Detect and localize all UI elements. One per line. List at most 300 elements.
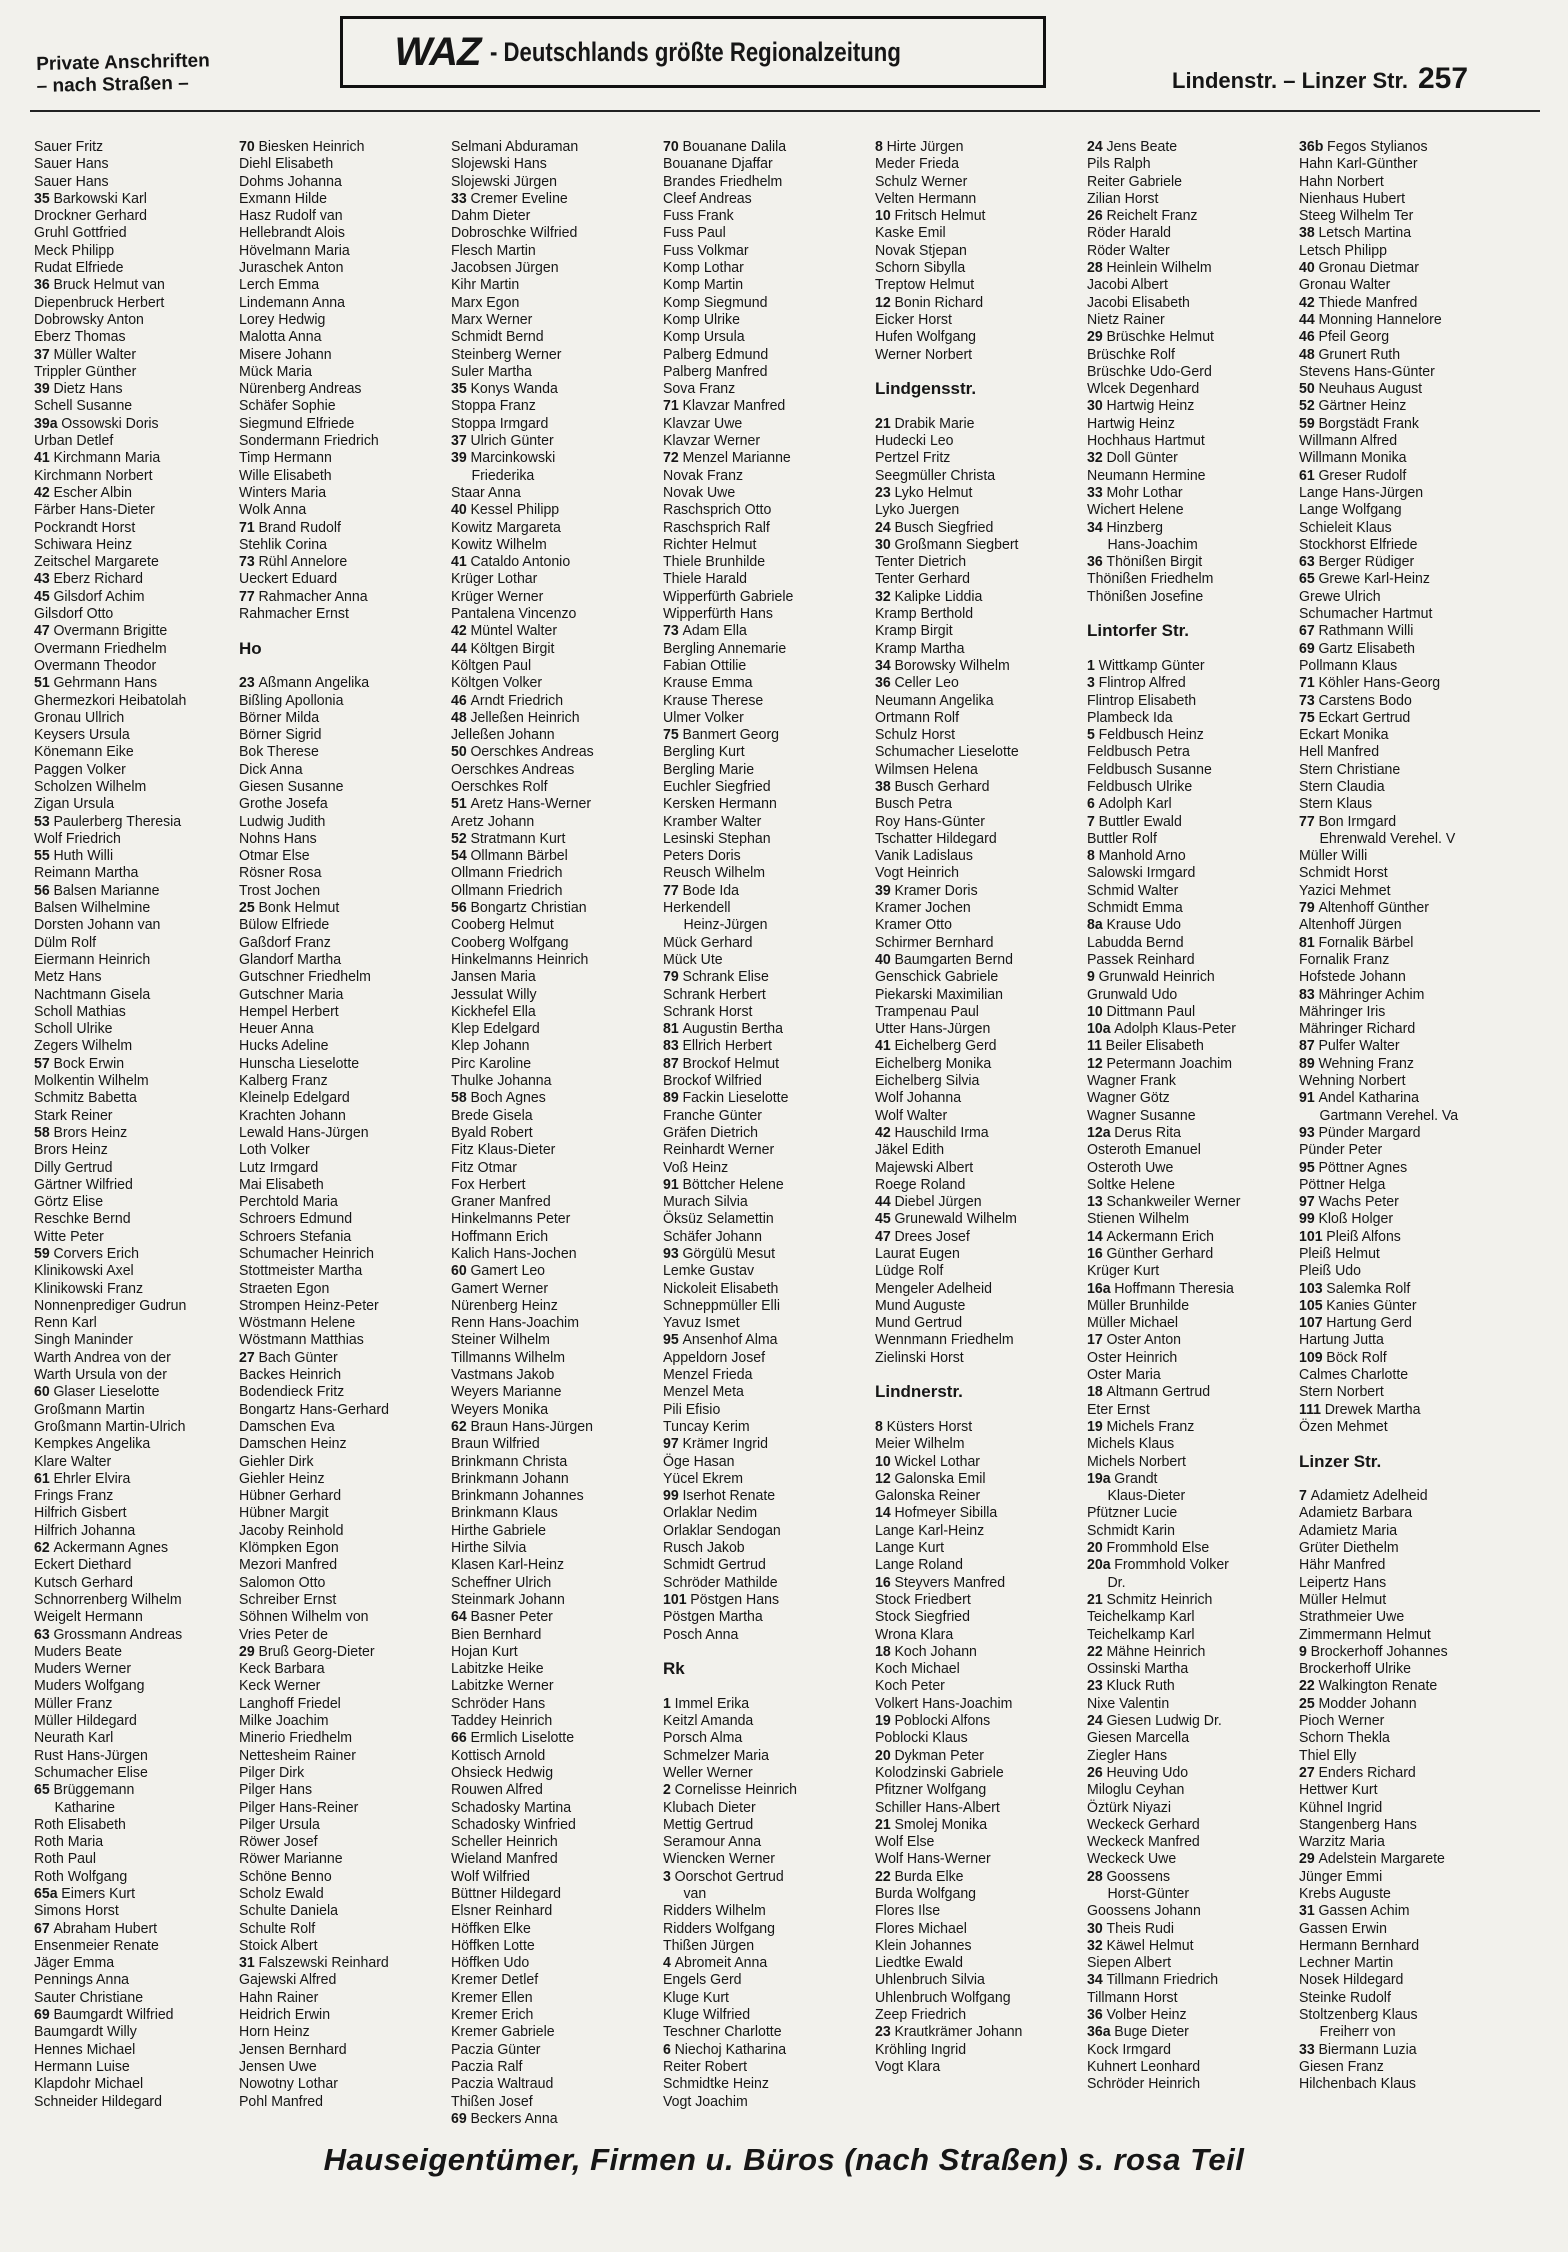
resident-name: Drabik Marie [894, 414, 975, 432]
street-heading: Lindgensstr. [875, 379, 977, 399]
resident-entry: Bok Therese [239, 743, 319, 761]
resident-entry: Poblocki Klaus [875, 1729, 968, 1747]
resident-entry [1299, 294, 1496, 311]
resident-entry [451, 1089, 648, 1106]
house-number: 10 [875, 1452, 891, 1470]
house-number: 47 [875, 1227, 891, 1245]
resident-entry [1299, 1314, 1496, 1331]
resident-entry: Novak Uwe [663, 483, 736, 501]
resident-entry: Kramp Martha [875, 639, 965, 657]
resident-entry: Burda Wolfgang [875, 1884, 977, 1902]
resident-entry: Tenter Dietrich [875, 553, 967, 571]
resident-name: Schankweiler Werner [1106, 1193, 1241, 1211]
resident-name: Mähringer Achim [1318, 985, 1425, 1003]
resident-entry: Byald Robert [451, 1123, 533, 1141]
resident-entry: Höffken Udo [451, 1954, 530, 1972]
resident-entry: Gruhl Gottfried [34, 224, 127, 242]
resident-entry: Labitzke Heike [451, 1660, 544, 1678]
street-range-label: Lindenstr. – Linzer Str. [1172, 68, 1408, 93]
resident-entry [1299, 328, 1496, 345]
resident-entry [1087, 1280, 1284, 1297]
house-number: 18 [875, 1642, 891, 1660]
resident-entry: Jensen Bernhard [239, 2040, 347, 2058]
house-number: 39 [875, 881, 891, 899]
house-number: 71 [239, 518, 255, 536]
resident-entry [451, 501, 648, 518]
resident-entry: Sondermann Friedrich [239, 432, 379, 450]
house-number: 19 [875, 1712, 891, 1730]
resident-entry: Malotta Anna [239, 328, 322, 346]
resident-entry: Salomon Otto [239, 1573, 326, 1591]
resident-name: Drees Josef [894, 1227, 970, 1245]
resident-entry: Stern Klaus [1299, 795, 1373, 813]
house-number: 65 [34, 1781, 50, 1799]
resident-name: Hinzberg [1106, 518, 1163, 536]
resident-entry [663, 968, 860, 985]
resident-entry: Soltke Helene [1087, 1175, 1175, 1193]
resident-entry [34, 1124, 225, 1141]
resident-name: Krämer Ingrid [682, 1435, 769, 1453]
resident-name: Ulrich Günter [470, 432, 554, 450]
resident-entry: Brüschke Udo-Gerd [1087, 362, 1212, 380]
resident-entry: Schadosky Martina [451, 1798, 572, 1816]
resident-name: Altenhoff Günther [1318, 899, 1429, 917]
resident-name: Barkowski Karl [53, 189, 147, 207]
resident-entry: Weckeck Manfred [1087, 1833, 1200, 1851]
resident-entry [875, 1643, 1072, 1660]
resident-entry: Willmann Monika [1299, 449, 1407, 467]
house-number: 69 [1299, 639, 1315, 657]
resident-name: Poblocki Alfons [894, 1712, 991, 1730]
resident-entry [1299, 224, 1496, 241]
resident-entry: Öksüz Selamettin [663, 1210, 774, 1228]
resident-entry: Staar Anna [451, 483, 521, 501]
resident-entry: Warth Ursula von der [34, 1366, 167, 1384]
house-number: 10 [1087, 1002, 1103, 1020]
resident-entry [1299, 311, 1496, 328]
resident-entry [1087, 1643, 1284, 1660]
resident-entry: Kluge Kurt [663, 1988, 729, 2006]
house-number: 30 [1087, 1919, 1103, 1937]
resident-name: Fritsch Helmut [894, 207, 986, 225]
resident-name: Fornalik Bärbel [1318, 933, 1414, 951]
resident-entry: Krebs Auguste [1299, 1884, 1391, 1902]
resident-entry: Muders Beate [34, 1642, 122, 1660]
resident-entry: Dick Anna [239, 760, 303, 778]
street-heading: Linzer Str. [1299, 1451, 1382, 1471]
resident-entry [875, 1868, 1072, 1885]
resident-entry [34, 380, 225, 397]
house-number: 69 [451, 2109, 467, 2127]
resident-entry: Galonska Reiner [875, 1487, 981, 1505]
resident-entry: Gutschner Maria [239, 985, 344, 1003]
resident-name: Ansenhof Alma [682, 1331, 778, 1349]
resident-name: Theis Rudi [1106, 1919, 1174, 1937]
resident-name: Steyvers Manfred [894, 1573, 1006, 1591]
resident-entry [34, 1781, 225, 1798]
resident-entry: Menzel Frieda [663, 1366, 753, 1384]
directory-column [239, 138, 451, 2138]
resident-entry: Franche Günter [663, 1106, 762, 1124]
resident-entry: Scholz Ewald [239, 1884, 324, 1902]
resident-entry: Mai Elisabeth [239, 1175, 324, 1193]
house-number: 22 [875, 1867, 891, 1885]
resident-entry: Nettesheim Rainer [239, 1746, 356, 1764]
resident-entry: Brinkmann Johann [451, 1469, 569, 1487]
resident-entry [1087, 657, 1284, 674]
resident-entry: Weyers Monika [451, 1400, 549, 1418]
house-number: 42 [875, 1123, 891, 1141]
resident-name: Biesken Heinrich [258, 138, 365, 155]
resident-entry: Thönißen Friedhelm [1087, 570, 1214, 588]
resident-entry: Schmidt Bernd [451, 328, 544, 346]
resident-name: Eimers Kurt [61, 1884, 136, 1902]
resident-entry: Vogt Klara [875, 2057, 941, 2075]
resident-entry [663, 1020, 860, 1037]
resident-entry: Strathmeier Uwe [1299, 1608, 1405, 1626]
resident-name: Müller Walter [53, 345, 137, 363]
resident-entry: Hudecki Leo [875, 432, 954, 450]
resident-entry: Wagner Götz [1087, 1089, 1170, 1107]
resident-entry: Goossens Johann [1087, 1902, 1201, 1920]
resident-entry [1087, 553, 1284, 570]
resident-entry: Eckert Diethard [34, 1556, 132, 1574]
resident-name: Borgstädt Frank [1318, 414, 1419, 432]
resident-entry: Pirc Karoline [451, 1054, 532, 1072]
resident-entry: Klubach Dieter [663, 1798, 756, 1816]
resident-entry: Gronau Walter [1299, 276, 1391, 294]
house-number: 7 [1299, 1487, 1307, 1505]
house-number: 97 [663, 1435, 679, 1453]
resident-entry: Özen Mehmet [1299, 1417, 1388, 1435]
resident-entry: Flores Michael [875, 1919, 967, 1937]
resident-entry: Kowitz Margareta [451, 518, 561, 536]
resident-entry: Ridders Wilhelm [663, 1902, 766, 1920]
resident-entry: Mähringer Richard [1299, 1020, 1416, 1038]
resident-entry [1087, 1470, 1284, 1487]
resident-entry: Lange Roland [875, 1556, 963, 1574]
resident-name: Baumgarten Bernd [894, 950, 1014, 968]
resident-entry [1087, 1124, 1284, 1141]
resident-entry: Feldbusch Susanne [1087, 760, 1212, 778]
resident-name: Kalipke Liddia [894, 587, 983, 605]
resident-entry [1299, 1349, 1496, 1366]
resident-entry: Klein Johannes [875, 1936, 972, 1954]
resident-name: Galonska Emil [894, 1469, 986, 1487]
resident-name: Bon Irmgard [1318, 812, 1397, 830]
house-number: 10a [1087, 1020, 1111, 1038]
house-number: 6 [663, 2040, 671, 2058]
masthead-slogan: - Deutschlands größte Regionalzeitung [490, 36, 902, 67]
resident-entry: Damschen Eva [239, 1417, 335, 1435]
resident-name: Gärtner Heinz [1318, 397, 1407, 415]
resident-entry: Glandorf Martha [239, 950, 342, 968]
resident-entry: Nachtmann Gisela [34, 985, 151, 1003]
blank-line [875, 363, 1087, 380]
resident-entry: Schadosky Winfried [451, 1815, 576, 1833]
house-number: 65 [1299, 570, 1315, 588]
resident-entry [1087, 1677, 1284, 1694]
resident-entry: Witte Peter [34, 1227, 104, 1245]
house-number: 19a [1087, 1469, 1111, 1487]
resident-name: Grandt [1114, 1469, 1158, 1487]
resident-name: Glaser Lieselotte [53, 1383, 160, 1401]
resident-entry: Grüter Diethelm [1299, 1539, 1399, 1557]
resident-entry [1087, 2023, 1284, 2040]
resident-name: Beiler Elisabeth [1105, 1037, 1204, 1055]
resident-entry: Roth Elisabeth [34, 1815, 126, 1833]
resident-entry [1299, 674, 1496, 691]
resident-entry: Kolodzinski Gabriele [875, 1763, 1004, 1781]
resident-entry: Hoffmann Erich [451, 1227, 549, 1245]
resident-entry: Bien Bernhard [451, 1625, 542, 1643]
resident-entry: Paggen Volker [34, 760, 126, 778]
resident-entry: Grothe Josefa [239, 795, 328, 813]
house-number: 59 [34, 1245, 50, 1262]
resident-name: Ackermann Erich [1106, 1227, 1214, 1245]
house-number: 75 [663, 726, 679, 744]
resident-entry [1299, 934, 1496, 951]
resident-entry [875, 1124, 1072, 1141]
resident-entry [1087, 328, 1284, 345]
resident-name: Ackermann Agnes [53, 1539, 169, 1557]
resident-name: Bode Ida [682, 881, 739, 899]
house-number: 48 [451, 708, 467, 726]
resident-entry [1087, 847, 1284, 864]
resident-entry: Hunscha Lieselotte [239, 1054, 360, 1072]
resident-entry [1299, 1902, 1496, 1919]
resident-entry [1299, 622, 1496, 639]
resident-entry: Schumacher Lieselotte [875, 743, 1019, 761]
resident-entry: Röder Harald [1087, 224, 1172, 242]
resident-entry: Hilfrich Johanna [34, 1521, 136, 1539]
resident-entry: Simons Horst [34, 1902, 119, 1920]
resident-name: Feldbusch Heinz [1098, 726, 1204, 744]
footer-note: Hauseigentümer, Firmen u. Büros (nach Straßen) s. rosa Teil [323, 2142, 1245, 2177]
resident-entry: Raschsprich Otto [663, 501, 772, 519]
resident-entry [1299, 138, 1496, 155]
house-number: 99 [1299, 1210, 1315, 1228]
resident-entry [875, 415, 1072, 432]
resident-entry: Lyko Juergen [875, 501, 960, 519]
house-number: 34 [875, 656, 891, 674]
resident-entry: Otmar Else [239, 847, 310, 865]
resident-entry [451, 899, 648, 916]
resident-entry: Keck Werner [239, 1677, 321, 1695]
resident-entry [1299, 397, 1496, 414]
resident-entry [451, 432, 648, 449]
street-range [1172, 62, 1468, 96]
directory-column [663, 138, 875, 2138]
house-number: 87 [1299, 1037, 1315, 1055]
resident-entry: Tillmann Horst [1087, 1988, 1178, 2006]
resident-name: Flintrop Alfred [1098, 674, 1186, 692]
resident-entry: Tuncay Kerim [663, 1417, 750, 1435]
resident-entry: Lewald Hans-Jürgen [239, 1123, 369, 1141]
resident-entry: Molkentin Wilhelm [34, 1072, 149, 1090]
resident-entry: Michels Norbert [1087, 1452, 1186, 1470]
resident-entry: Lange Hans-Jürgen [1299, 483, 1424, 501]
resident-entry: Eter Ernst [1087, 1400, 1150, 1418]
resident-entry [1087, 259, 1284, 276]
resident-entry: Ortmann Rolf [875, 708, 959, 726]
resident-entry: Lemke Gustav [663, 1262, 755, 1280]
resident-entry: Sauer Hans [34, 155, 109, 173]
house-number: 31 [1299, 1902, 1315, 1920]
house-number: 27 [1299, 1763, 1315, 1781]
resident-entry [875, 536, 1072, 553]
house-number: 56 [34, 881, 50, 899]
resident-entry: Kröhling Ingrid [875, 2040, 967, 2058]
resident-entry [34, 1055, 225, 1072]
resident-entry: Paczia Ralf [451, 2057, 523, 2075]
resident-name: Andel Katharina [1318, 1089, 1419, 1107]
resident-entry: Oerschkes Rolf [451, 777, 548, 795]
resident-entry [1299, 415, 1496, 432]
resident-entry: Wolf Wilfried [451, 1867, 531, 1885]
resident-entry: Gassen Erwin [1299, 1919, 1387, 1937]
resident-name: Walkington Renate [1318, 1677, 1438, 1695]
resident-entry: Brede Gisela [451, 1106, 533, 1124]
resident-entry: Posch Anna [663, 1625, 739, 1643]
resident-entry: Hilfrich Gisbert [34, 1504, 127, 1522]
house-number: 66 [451, 1729, 467, 1747]
resident-entry [875, 207, 1072, 224]
resident-entry [1299, 1677, 1496, 1694]
resident-entry: Schneppmüller Elli [663, 1296, 780, 1314]
resident-entry: Stangenberg Hans [1299, 1815, 1417, 1833]
resident-name: Gilsdorf Achim [53, 587, 145, 605]
house-number: 109 [1299, 1348, 1323, 1366]
resident-name: Stratmann Kurt [470, 829, 566, 847]
house-number: 12 [875, 1469, 891, 1487]
resident-entry [1087, 968, 1284, 985]
resident-name: Buttler Ewald [1098, 812, 1182, 830]
resident-entry: Rouwen Alfred [451, 1781, 543, 1799]
header-rule [30, 110, 1540, 112]
house-number: 64 [451, 1608, 467, 1626]
resident-entry: Dilly Gertrud [34, 1158, 113, 1176]
resident-entry: Wrona Klara [875, 1625, 954, 1643]
resident-entry: Cooberg Helmut [451, 916, 554, 934]
house-number: 37 [451, 432, 467, 450]
resident-entry: Pockrandt Horst [34, 518, 136, 536]
resident-entry: Flintrop Elisabeth [1087, 691, 1197, 709]
resident-entry: Kersken Hermann [663, 795, 777, 813]
house-number: 3 [1087, 674, 1095, 692]
resident-entry: Görtz Elise [34, 1193, 104, 1211]
resident-entry: Thönißen Josefine [1087, 587, 1204, 605]
resident-entry: Reiter Robert [663, 2057, 748, 2075]
resident-entry: Singh Maninder [34, 1331, 133, 1349]
resident-entry: Wolk Anna [239, 501, 307, 519]
resident-entry [34, 1920, 225, 1937]
resident-entry: Kempkes Angelika [34, 1435, 151, 1453]
resident-entry: Zigan Ursula [34, 795, 115, 813]
resident-entry [663, 1331, 860, 1348]
resident-entry [451, 830, 648, 847]
resident-entry: Weckeck Gerhard [1087, 1815, 1200, 1833]
resident-entry: Hinkelmanns Peter [451, 1210, 571, 1228]
resident-entry: Leipertz Hans [1299, 1573, 1387, 1591]
resident-entry: Krüger Kurt [1087, 1262, 1160, 1280]
resident-entry: Mettig Gertrud [663, 1815, 754, 1833]
resident-entry: Eberz Thomas [34, 328, 126, 346]
resident-entry: Baumgardt Willy [34, 2023, 137, 2041]
house-number: 103 [1299, 1279, 1323, 1297]
resident-entry [34, 1470, 225, 1487]
house-number: 89 [1299, 1054, 1315, 1072]
resident-entry: Fuss Volkmar [663, 241, 749, 259]
resident-entry: Klep Edelgard [451, 1020, 540, 1038]
resident-entry: Muders Werner [34, 1660, 132, 1678]
resident-continuation: Heinz-Jürgen [683, 916, 768, 934]
resident-entry [451, 847, 648, 864]
resident-entry: Braun Wilfried [451, 1435, 540, 1453]
resident-entry: Werner Norbert [875, 345, 973, 363]
resident-name: Koch Johann [894, 1642, 977, 1660]
resident-entry: Flesch Martin [451, 241, 536, 259]
resident-entry: Schmelzer Maria [663, 1746, 769, 1764]
resident-entry: Mück Maria [239, 362, 312, 380]
resident-entry [1299, 1643, 1496, 1660]
resident-entry [1299, 259, 1496, 276]
resident-entry: Gräfen Dietrich [663, 1123, 758, 1141]
resident-name: Kanies Günter [1326, 1296, 1417, 1314]
resident-name: Huth Willi [53, 847, 114, 865]
resident-entry: Ridders Wolfgang [663, 1919, 776, 1937]
resident-entry [239, 674, 436, 691]
resident-entry [875, 1574, 1072, 1591]
resident-entry [1087, 1020, 1284, 1037]
resident-name: Thönißen Birgit [1106, 553, 1203, 571]
resident-name: Ermlich Liselotte [470, 1729, 575, 1747]
resident-continuation: Freiherr von [1319, 2023, 1396, 2041]
resident-name: Abraham Hubert [53, 1919, 158, 1937]
resident-entry: Michels Klaus [1087, 1435, 1175, 1453]
resident-entry [451, 640, 648, 657]
blank-line [875, 1366, 1087, 1383]
resident-entry: Timp Hermann [239, 449, 332, 467]
resident-entry: Porsch Alma [663, 1729, 743, 1747]
resident-entry [451, 622, 648, 639]
resident-entry: Uhlenbruch Silvia [875, 1971, 985, 1989]
resident-entry: Dahm Dieter [451, 207, 531, 225]
resident-entry: Wieland Manfred [451, 1850, 558, 1868]
resident-entry: Schrank Herbert [663, 985, 766, 1003]
resident-entry: Koch Michael [875, 1660, 960, 1678]
resident-entry [663, 1954, 860, 1971]
resident-entry: Grunwald Udo [1087, 985, 1178, 1003]
resident-entry: Wichert Helene [1087, 501, 1184, 519]
resident-name: Günther Gerhard [1106, 1245, 1214, 1262]
house-number: 81 [1299, 933, 1315, 951]
resident-entry: Thulke Johanna [451, 1072, 552, 1090]
house-number: 36 [34, 276, 50, 294]
resident-entry [1299, 1850, 1496, 1867]
resident-entry: Hahn Rainer [239, 1988, 319, 2006]
resident-entry: Kramer Jochen [875, 899, 971, 917]
resident-entry [34, 190, 225, 207]
resident-entry: Fox Herbert [451, 1175, 526, 1193]
resident-entry: Richter Helmut [663, 535, 757, 553]
house-number: 22 [1299, 1677, 1315, 1695]
resident-entry: Lesinski Stephan [663, 829, 771, 847]
resident-entry [34, 1245, 225, 1262]
house-number: 42 [451, 622, 467, 640]
resident-name: Thiede Manfred [1318, 293, 1418, 311]
resident-entry: Nickoleit Elisabeth [663, 1279, 779, 1297]
